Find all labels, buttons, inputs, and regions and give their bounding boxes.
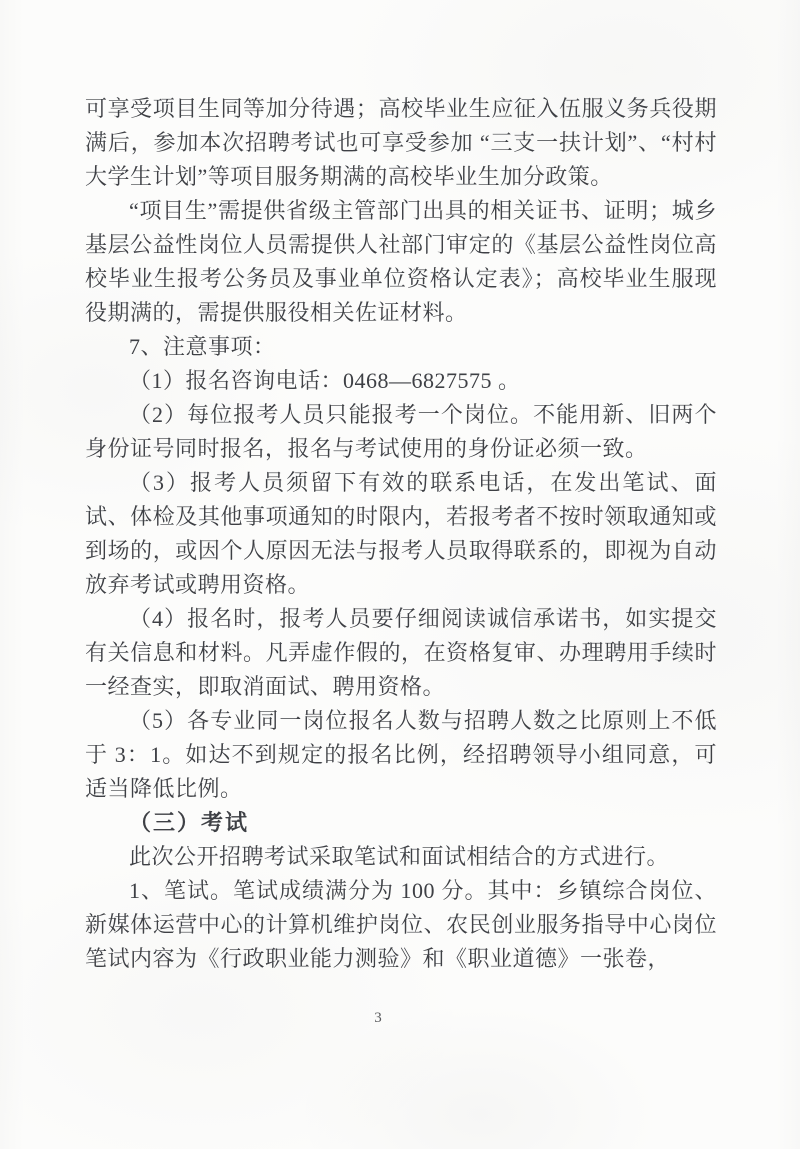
para-bonus-policy-continuation: 可享受项目生同等加分待遇；高校毕业生应征入伍服义务兵役期满后，参加本次招聘考试也可享受参加 “三支一扶计划”、“村村大学生计划”等项目服务期满的高校毕业生加分政策。 [85, 96, 717, 189]
para-exam-method: 此次公开招聘考试采取笔试和面试相结合的方式进行。 [129, 844, 670, 869]
para-note-1-phone: （1）报名咨询电话：0468—6827575 。 [129, 368, 521, 393]
document-body [85, 92, 717, 976]
para-note-4-integrity: （4）报名时，报考人员要仔细阅读诚信承诺书，如实提交有关信息和材料。凡弄虚作假的，在资格复审、办理聘用手续时一经查实，即取消面试、聘用资格。 [85, 606, 717, 699]
para-written-test: 1、笔试。笔试成绩满分为 100 分。其中：乡镇综合岗位、新媒体运营中心的计算机维护岗位、农民创业服务指导中心岗位笔试内容为《行政职业能力测验》和《职业道德》一张卷， [85, 878, 717, 971]
para-note-5-ratio: （5）各专业同一岗位报名人数与招聘人数之比原则上不低于 3：1。如达不到规定的报名比例，经招聘领导小组同意，可适当降低比例。 [85, 708, 717, 801]
para-note-2-single-position: （2）每位报考人员只能报考一个岗位。不能用新、旧两个身份证号同时报名，报名与考试使用的身份证必须一致。 [85, 402, 717, 461]
para-notes-heading: 7、注意事项： [129, 334, 276, 359]
para-note-3-contact: （3）报考人员须留下有效的联系电话，在发出笔试、面试、体检及其他事项通知的时限内，若报考者不按时领取通知或到场的，或因个人原因无法与报考人员取得联系的，即视为自动放弃考试或聘用资格。 [85, 470, 717, 597]
section-heading-exam: （三）考试 [129, 810, 250, 835]
page-number: 3 [374, 1010, 382, 1026]
para-project-certificates: “项目生”需提供省级主管部门出具的相关证书、证明；城乡基层公益性岗位人员需提供人社部门审定的《基层公益性岗位高校毕业生报考公务员及事业单位资格认定表》；高校毕业生服现役期满的，需提供服役相关佐证材料。 [85, 198, 717, 325]
